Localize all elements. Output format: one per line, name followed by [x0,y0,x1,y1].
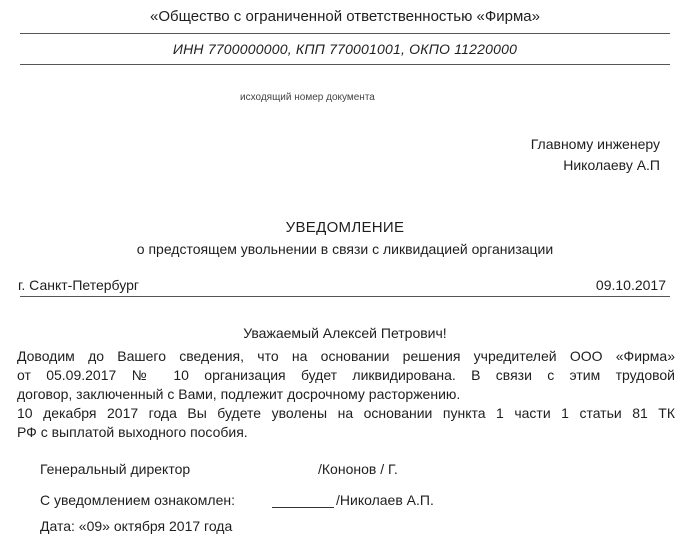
document-date: 09.10.2017 [595,277,666,293]
addressee-name: Николаеву А.П [563,157,660,173]
body-line: РФ с выплатой выходного пособия. [17,424,248,440]
company-requisites: ИНН 7700000000, КПП 770001001, ОКПО 11220000 [172,41,518,57]
document-city: г. Санкт-Петербург [18,277,139,293]
acknowledgement-name: /Николаев А.П. [336,492,434,508]
signatory-role: Генеральный директор [40,461,191,477]
company-name: «Общество с ограниченной ответственностью «Фирма» [150,8,540,25]
salutation: Уважаемый Алексей Петрович! [243,325,447,341]
signature-blank-line [272,507,334,508]
body-line: от 05.09.2017 № 10 организация будет ликвидирована. В связи с этим трудовой [17,367,675,383]
header-divider-bottom [20,64,670,65]
acknowledgement-date: Дата: «09» октября 2017 года [40,518,233,534]
outgoing-number-label: исходящий номер документа [240,92,375,103]
document-title: УВЕДОМЛЕНИЕ [285,219,405,236]
acknowledgement-label: С уведомлением ознакомлен: [40,492,235,508]
header-divider-top [20,33,670,34]
signatory-name: /Кононов / Г. [318,461,398,477]
body-line: Доводим до Вашего сведения, что на основании решения учредителей ООО «Фирма» [17,348,675,364]
document-subtitle: о предстоящем увольнении в связи с ликвидацией организации [136,241,554,257]
notice-body [17,347,675,442]
body-line: договор, заключенный с Вами, подлежит досрочному расторжению. [17,386,461,402]
city-date-divider [20,296,670,297]
addressee-position: Главному инженеру [530,136,660,152]
body-line: 10 декабря 2017 года Вы будете уволены на основании пункта 1 части 1 статьи 81 ТК [17,405,675,421]
